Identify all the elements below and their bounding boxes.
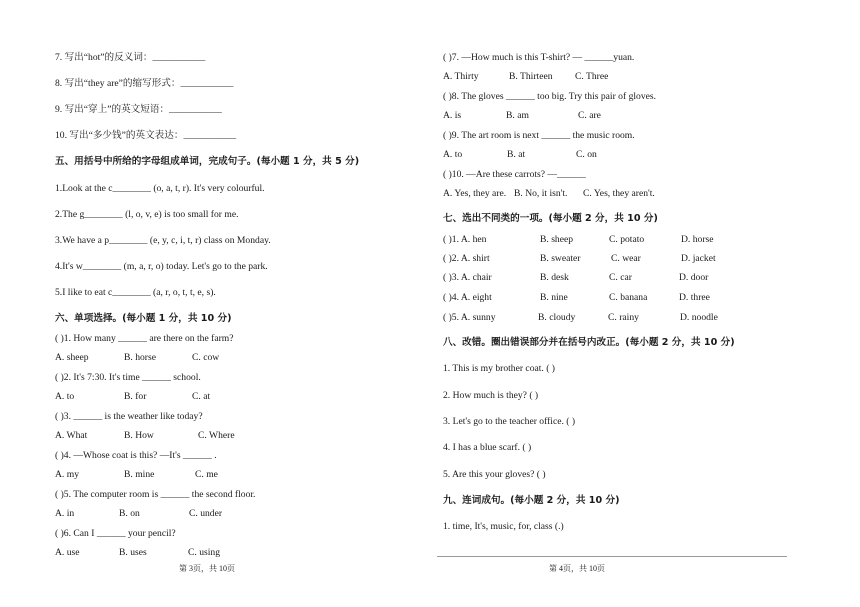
- option-c: C. rainy: [608, 312, 639, 323]
- option-d: D. three: [679, 292, 710, 303]
- option-d: D. horse: [681, 234, 714, 245]
- bottom-divider-line: [437, 556, 787, 557]
- section-6-title: 六、单项选择。(每小题 1 分，共 10 分): [55, 313, 232, 324]
- option-c: C. under: [189, 508, 223, 519]
- option-c: C. cow: [192, 352, 220, 363]
- mc-question-1: ( )1. How many ______ are there on the farm?: [55, 333, 234, 344]
- option-a: A. in: [55, 508, 75, 519]
- option-b: B. How: [124, 430, 154, 441]
- section-7-title: 七、选出不同类的一项。(每小题 2 分，共 10 分): [443, 213, 658, 224]
- option-c: C. Where: [198, 430, 235, 441]
- sentence-item-1: 1. time, It's, music, for, class (.): [443, 521, 564, 532]
- option-a: A. Yes, they are.: [443, 188, 507, 199]
- mc-question-8: ( )8. The gloves ______ too big. Try this pair of gloves.: [443, 91, 657, 102]
- item-number-and-a: ( )1. A. hen: [443, 234, 487, 245]
- option-b: B. cloudy: [538, 312, 576, 323]
- option-c: C. car: [609, 272, 632, 283]
- mc-question-6: ( )6. Can I ______ your pencil?: [55, 528, 176, 539]
- option-b: B. nine: [540, 292, 568, 303]
- item-number-and-a: ( )4. A. eight: [443, 292, 492, 303]
- sec5-item-1: 1.Look at the c________ (o, a, t, r). It's very colourful.: [55, 183, 265, 194]
- option-a: A. Thirty: [443, 71, 479, 82]
- sec5-item-5: 5.I like to eat c________ (a, r, o, t, t, e, s).: [55, 287, 216, 298]
- page-number-footer: 第 4页，共 10页: [549, 564, 605, 573]
- section-8-title: 八、改错。圈出错误部分并在括号内改正。(每小题 2 分，共 10 分): [443, 337, 735, 348]
- mc-question-9: ( )9. The art room is next ______ the music room.: [443, 130, 635, 141]
- item-number-and-a: ( )5. A. sunny: [443, 312, 496, 323]
- question-10: 10. 写出“多少钱”的英文表达：___________: [55, 130, 237, 141]
- section-5-title: 五、用括号中所给的字母组成单词，完成句子。(每小题 1 分，共 5 分): [55, 156, 360, 167]
- option-c: C. wear: [611, 253, 641, 264]
- mc-question-5: ( )5. The computer room is ______ the second floor.: [55, 489, 256, 500]
- correction-item-3: 3. Let's go to the teacher office. ( ): [443, 416, 576, 427]
- option-c: C. potato: [609, 234, 645, 245]
- option-b: B. mine: [124, 469, 155, 480]
- option-b: B. No, it isn't.: [514, 188, 568, 199]
- correction-item-5: 5. Are this your gloves? ( ): [443, 469, 546, 480]
- item-number-and-a: ( )2. A. shirt: [443, 253, 490, 264]
- mc-question-4: ( )4. —Whose coat is this? —It's ______ .: [55, 450, 217, 461]
- option-b: B. uses: [119, 547, 147, 558]
- option-c: C. Yes, they aren't.: [583, 188, 655, 199]
- option-b: B. Thirteen: [509, 71, 553, 82]
- option-b: B. am: [506, 110, 529, 121]
- option-a: A. to: [55, 391, 75, 402]
- option-b: B. horse: [124, 352, 156, 363]
- option-a: A. my: [55, 469, 79, 480]
- option-d: D. door: [679, 272, 709, 283]
- option-b: B. sheep: [540, 234, 574, 245]
- option-b: B. for: [124, 391, 147, 402]
- section-9-title: 九、连词成句。(每小题 2 分，共 10 分): [443, 495, 620, 506]
- question-8: 8. 写出“they are”的缩写形式：___________: [55, 78, 234, 89]
- sec5-item-3: 3.We have a p________ (e, y, c, i, t, r) class on Monday.: [55, 235, 271, 246]
- mc-question-10: ( )10. —Are these carrots? —______: [443, 169, 586, 180]
- option-d: D. noodle: [680, 312, 718, 323]
- option-a: A. to: [443, 149, 463, 160]
- question-9: 9. 写出“穿上”的英文短语：___________: [55, 104, 222, 115]
- option-c: C. me: [195, 469, 218, 480]
- option-c: C. at: [192, 391, 211, 402]
- correction-item-1: 1. This is my brother coat. ( ): [443, 363, 555, 374]
- page-number-footer: 第 3页，共 10页: [179, 564, 235, 573]
- option-b: B. on: [119, 508, 140, 519]
- sec5-item-4: 4.It's w________ (m, a, r, o) today. Let's go to the park.: [55, 261, 268, 272]
- mc-question-2: ( )2. It's 7:30. It's time ______ school.: [55, 372, 201, 383]
- option-c: C. using: [188, 547, 220, 558]
- option-a: A. is: [443, 110, 462, 121]
- option-b: B. at: [507, 149, 526, 160]
- mc-question-7: ( )7. —How much is this T-shirt? — ______yuan.: [443, 52, 635, 63]
- option-c: C. on: [576, 149, 597, 160]
- option-c: C. banana: [609, 292, 648, 303]
- question-7: 7. 写出“hot”的反义词：___________: [55, 52, 206, 63]
- sec5-item-2: 2.The g________ (l, o, v, e) is too small for me.: [55, 209, 239, 220]
- mc-question-3: ( )3. ______ is the weather like today?: [55, 411, 203, 422]
- option-b: B. sweater: [540, 253, 581, 264]
- option-c: C. are: [578, 110, 601, 121]
- option-a: A. use: [55, 547, 80, 558]
- option-a: A. What: [55, 430, 88, 441]
- option-c: C. Three: [575, 71, 609, 82]
- correction-item-2: 2. How much is they? ( ): [443, 390, 539, 401]
- option-a: A. sheep: [55, 352, 89, 363]
- correction-item-4: 4. I has a blue scarf. ( ): [443, 442, 532, 453]
- option-b: B. desk: [540, 272, 569, 283]
- item-number-and-a: ( )3. A. chair: [443, 272, 492, 283]
- option-d: D. jacket: [681, 253, 716, 264]
